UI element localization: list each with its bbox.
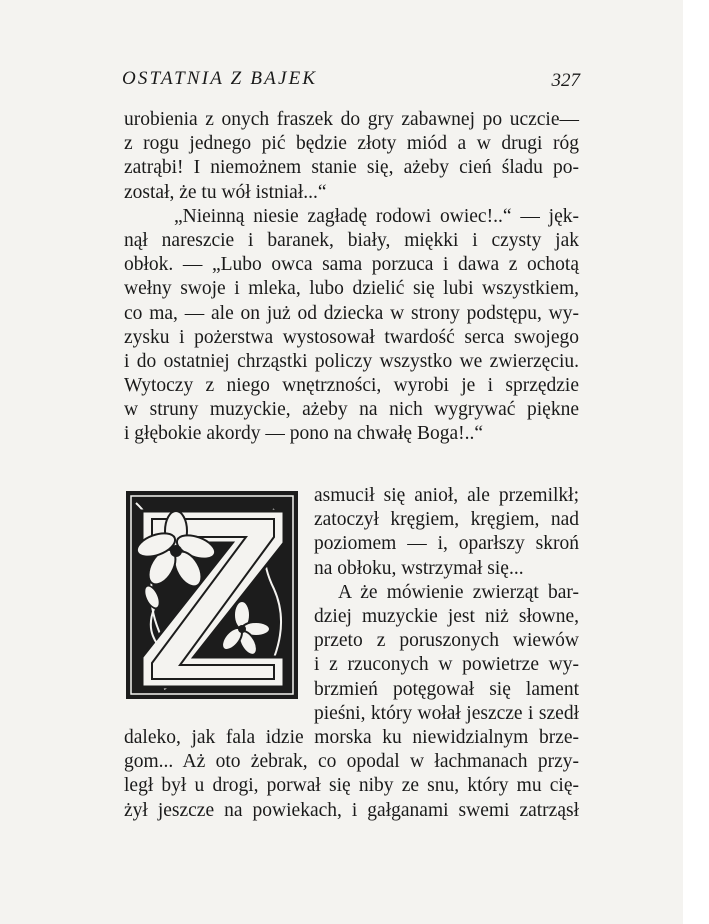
text-line: A że mówienie zwierząt bar- — [338, 581, 579, 603]
text-line: nął nareszcie i baranek, biały, miękki i czysty jak — [124, 229, 579, 251]
text-line: urobienia z onych fraszek do gry zabawnej po uczcie— — [124, 109, 579, 130]
text-line: i głębokie akordy — pono na chwałę Boga!..“ — [124, 423, 484, 445]
upper-text — [124, 108, 579, 447]
text-line: z rogu jednego pić będzie złoty miód a w drugi róg — [124, 133, 579, 155]
text-line: legł był u drogi, porwał się niby ze snu, który mu cię- — [124, 775, 579, 797]
text-line: i z rzuconych w powietrze wy- — [314, 654, 579, 676]
text-line: żył jeszcze na powiekach, i gałganami swemi zatrząsł — [124, 799, 579, 821]
page-header — [122, 68, 580, 96]
text-line: co ma, — ale on już od dziecka w strony podstępu, wy- — [124, 302, 579, 324]
text-line: brzmień potęgował się lament — [314, 678, 579, 700]
text-line: „Nieinną niesie zagładę rodowi owiec!..“ — jęk- — [174, 205, 579, 227]
text-line: został, że tu wół istniał...“ — [124, 181, 327, 203]
text-line: na obłoku, wstrzymał się... — [314, 557, 524, 579]
text-line: i do ostatniej chrząstki policzy wszystko we zwierzęciu. — [124, 350, 579, 372]
page-margin-edge — [683, 0, 709, 924]
text-line: w struny muzyckie, ażeby na nich wygrywać piękne — [124, 399, 579, 421]
text-line: obłok. — „Lubo owca sama porzuca i dawa z ochotą — [124, 254, 579, 276]
text-line: przeto z poruszonych wiewów — [314, 630, 579, 652]
page-number: 327 — [551, 70, 580, 91]
text-line: zatoczył kręgiem, kręgiem, nad — [314, 509, 579, 531]
text-line: dziej muzyckie jest niż słowne, — [314, 605, 579, 627]
text-line: zatrąbi! I niemożnem stanie się, ażeby cień śladu po- — [124, 157, 579, 179]
text-line: zysku i pożerstwa wystosował twardość serca swojego — [124, 326, 579, 348]
running-title: OSTATNIA Z BAJEK — [122, 68, 318, 89]
ornamental-initial-z-icon — [124, 489, 300, 701]
text-line: wełny swoje i mleka, lubo dzielić się lubi wszystkiem, — [124, 278, 579, 300]
text-line: asmucił się anioł, ale przemilkł; — [314, 485, 579, 506]
text-beside-initial — [314, 484, 579, 726]
text-line: pieśni, który wołał jeszcze i szedł — [314, 702, 579, 724]
text-line: poziomem — i, oparłszy skroń — [314, 533, 579, 555]
text-below-initial — [124, 726, 579, 823]
text-line: daleko, jak fala idzie morska ku niewidzialnym brze- — [124, 727, 579, 748]
text-line: Wytoczy z niego wnętrzności, wyrobi je i sprzędzie — [124, 375, 579, 397]
text-line: gom... Aż oto żebrak, co opodal w łachmanach przy- — [124, 751, 579, 773]
